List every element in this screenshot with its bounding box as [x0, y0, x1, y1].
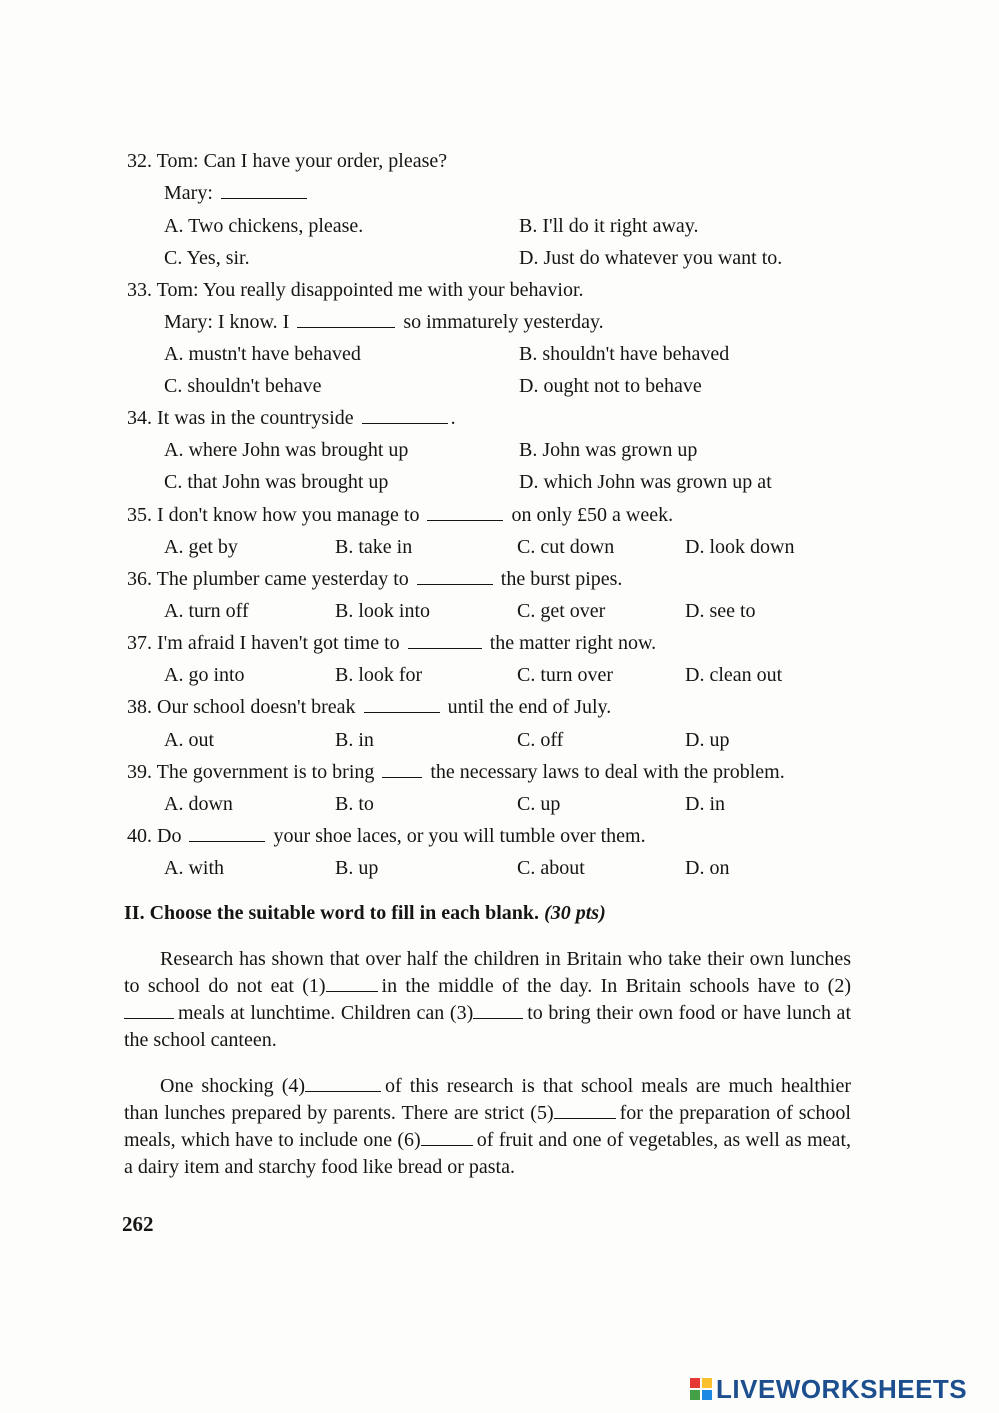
option-38-c[interactable]: C. off — [517, 729, 564, 751]
passage-paragraph-1: Research has shown that over half the children in Britain who take their own lunches to school do not eat (1) in the middle of the day. In Britain schools have to (2)meals at lunchtime. Children can (3) to bring their own food or have lunch at the school canteen. — [124, 948, 852, 1051]
question-36: 36. The plumber came yesterday to the burst pipes. — [127, 568, 623, 590]
option-35-a[interactable]: A. get by — [164, 536, 238, 558]
option-34-a[interactable]: A. where John was brought up — [164, 439, 409, 461]
question-33: 33. Tom: You really disappointed me with your behavior. — [127, 279, 584, 301]
question-33-reply: Mary: I know. I so immaturely yesterday. — [164, 311, 604, 333]
option-39-c[interactable]: C. up — [517, 793, 561, 815]
option-33-d[interactable]: D. ought not to behave — [519, 375, 702, 397]
answer-blank[interactable] — [382, 759, 422, 778]
option-40-c[interactable]: C. about — [517, 857, 585, 879]
watermark-text: LIVEWORKSHEETS — [716, 1373, 968, 1404]
gap-4[interactable] — [305, 1073, 381, 1092]
answer-blank[interactable] — [297, 309, 395, 328]
option-32-a[interactable]: A. Two chickens, please. — [164, 215, 364, 237]
option-36-d[interactable]: D. see to — [685, 600, 756, 622]
section-heading: II. Choose the suitable word to fill in each blank. (30 pts) — [124, 902, 606, 924]
question-40: 40. Do your shoe laces, or you will tumble over them. — [127, 825, 646, 847]
question-39: 39. The government is to bring the necessary laws to deal with the problem. — [127, 761, 785, 783]
gap-6[interactable] — [421, 1127, 473, 1146]
option-35-b[interactable]: B. take in — [335, 536, 413, 558]
option-40-b[interactable]: B. up — [335, 857, 379, 879]
option-35-c[interactable]: C. cut down — [517, 536, 615, 558]
option-33-b[interactable]: B. shouldn't have behaved — [519, 343, 730, 365]
passage-paragraph-2: One shocking (4) of this research is that school meals are much healthier than lunches prepared by parents. There are strict (5) for the preparation of school meals, which have to include one (6) of fruit and one of vegetables, as well as meat, a dairy item and starchy food like bread or pasta. — [124, 1075, 851, 1178]
liveworksheets-logo — [690, 1374, 967, 1404]
question-32-reply: Mary: — [164, 180, 310, 206]
gap-3[interactable] — [473, 1000, 523, 1019]
question-32: 32. Tom: Can I have your order, please? — [127, 150, 448, 172]
option-33-c[interactable]: C. shouldn't behave — [164, 375, 322, 397]
option-40-a[interactable]: A. with — [164, 857, 224, 879]
option-40-d[interactable]: D. on — [685, 857, 730, 879]
question-38: 38. Our school doesn't break until the end of July. — [127, 696, 612, 718]
option-34-b[interactable]: B. John was grown up — [519, 439, 698, 461]
answer-blank[interactable] — [427, 502, 503, 521]
answer-blank[interactable] — [417, 566, 493, 585]
option-33-a[interactable]: A. mustn't have behaved — [164, 343, 361, 365]
option-39-d[interactable]: D. in — [685, 793, 725, 815]
page-number: 262 — [122, 1212, 154, 1236]
option-36-a[interactable]: A. turn off — [164, 600, 249, 622]
question-37: 37. I'm afraid I haven't got time to the matter right now. — [127, 632, 657, 654]
option-39-a[interactable]: A. down — [164, 793, 233, 815]
option-38-d[interactable]: D. up — [685, 729, 730, 751]
gap-1[interactable] — [326, 973, 378, 992]
gap-5[interactable] — [554, 1100, 616, 1119]
answer-blank[interactable] — [364, 694, 440, 713]
answer-blank[interactable] — [408, 630, 482, 649]
option-32-d[interactable]: D. Just do whatever you want to. — [519, 247, 783, 269]
option-38-b[interactable]: B. in — [335, 729, 374, 751]
option-34-c[interactable]: C. that John was brought up — [164, 471, 389, 493]
option-36-c[interactable]: C. get over — [517, 600, 606, 622]
option-39-b[interactable]: B. to — [335, 793, 374, 815]
option-37-d[interactable]: D. clean out — [685, 664, 783, 686]
option-37-b[interactable]: B. look for — [335, 664, 423, 686]
option-37-a[interactable]: A. go into — [164, 664, 245, 686]
option-36-b[interactable]: B. look into — [335, 600, 431, 622]
gap-2[interactable] — [124, 1000, 174, 1019]
question-34: 34. It was in the countryside . — [127, 407, 456, 429]
answer-blank[interactable] — [189, 823, 265, 842]
liveworksheets-logo-icon — [690, 1378, 712, 1400]
option-34-d[interactable]: D. which John was grown up at — [519, 471, 772, 493]
option-35-d[interactable]: D. look down — [685, 536, 795, 558]
answer-blank[interactable] — [362, 405, 448, 424]
question-35: 35. I don't know how you manage to on only £50 a week. — [127, 504, 674, 526]
answer-blank[interactable] — [221, 180, 307, 199]
option-32-c[interactable]: C. Yes, sir. — [164, 247, 250, 269]
option-32-b[interactable]: B. I'll do it right away. — [519, 215, 699, 237]
option-38-a[interactable]: A. out — [164, 729, 214, 751]
option-37-c[interactable]: C. turn over — [517, 664, 614, 686]
